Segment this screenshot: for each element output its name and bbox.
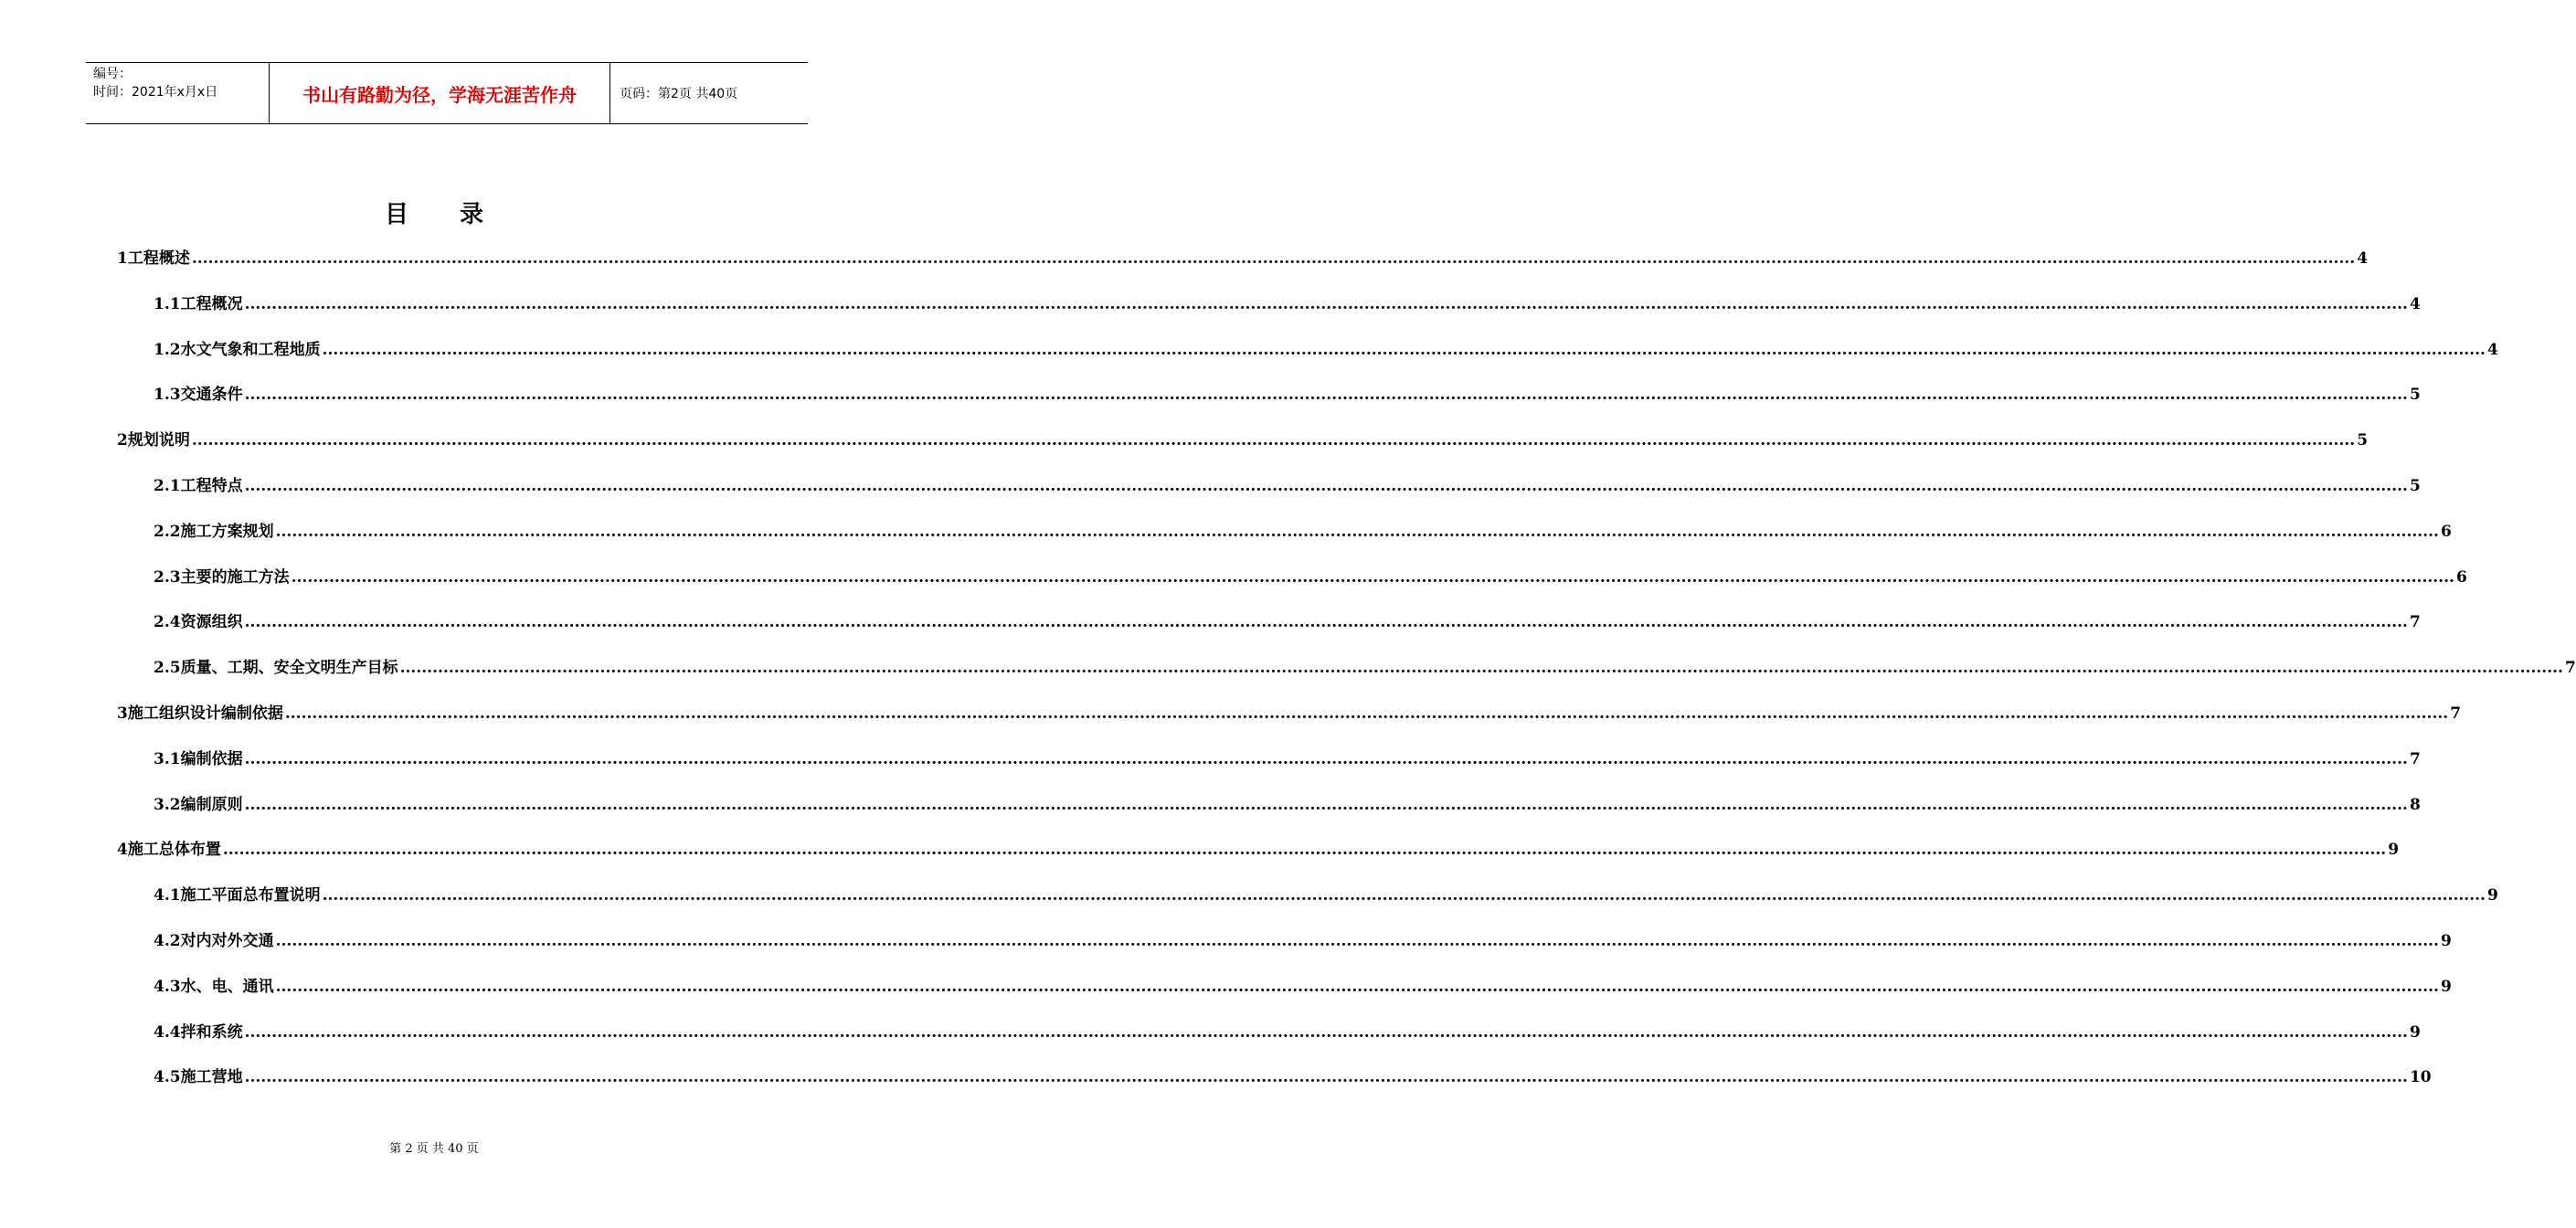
toc-entry-page: 9: [2440, 978, 2452, 996]
header-page-number: 页码：第2页 共40页: [620, 87, 738, 101]
toc-entry[interactable]: [154, 291, 2421, 318]
toc-entry[interactable]: [154, 472, 2421, 500]
toc-entry-number: 1.2: [154, 341, 181, 359]
toc-entry-title: 工程概述: [127, 249, 190, 268]
toc-entry-title: 规划说明: [127, 431, 190, 450]
toc-entry[interactable]: [154, 609, 2421, 636]
toc-entry-title: 工程特点: [180, 477, 243, 495]
toc-title: 目录: [384, 201, 535, 228]
toc-entry-number: 4.1: [154, 886, 181, 905]
toc-entry[interactable]: [117, 427, 2369, 454]
serial-label: 编号：: [93, 67, 132, 81]
toc-entry-number: 4.4: [154, 1023, 181, 1042]
toc-leader-dots: ................................................................................................................................................................................................................................................................................................................................................................................................................: [284, 704, 2449, 723]
toc-entry-title: 编制依据: [180, 750, 243, 768]
toc-entry-page: 5: [2409, 386, 2421, 404]
toc-entry-title: 施工总体布置: [127, 841, 221, 859]
toc-entry-page: 4: [2357, 249, 2369, 268]
toc-leader-dots: ................................................................................................................................................................................................................................................................................................................................................................................................................: [275, 523, 2439, 541]
toc-entry-page: 7: [2450, 704, 2462, 723]
toc-entry-page: 8: [2409, 796, 2421, 814]
toc-entry[interactable]: [154, 518, 2452, 545]
toc-leader-dots: ................................................................................................................................................................................................................................................................................................................................................................................................................: [322, 886, 2486, 905]
toc-leader-dots: ................................................................................................................................................................................................................................................................................................................................................................................................................: [244, 613, 2408, 631]
toc-entry-page: 10: [2409, 1068, 2432, 1086]
toc-leader-dots: ................................................................................................................................................................................................................................................................................................................................................................................................................: [244, 1023, 2408, 1042]
toc-entry[interactable]: [117, 245, 2369, 272]
toc-entry-page: 6: [2440, 523, 2452, 541]
toc-entry-number: 4.3: [154, 978, 181, 996]
toc-entry-page: 4: [2486, 341, 2498, 359]
toc-entry[interactable]: [117, 700, 2462, 727]
toc-entry[interactable]: [154, 564, 2467, 591]
toc-entry-number: 1: [117, 249, 128, 268]
toc-entry-number: 3.2: [154, 796, 181, 814]
toc-entry-page: 7: [2409, 613, 2421, 631]
toc-leader-dots: ................................................................................................................................................................................................................................................................................................................................................................................................................: [322, 341, 2486, 359]
toc-entry-page: 5: [2409, 477, 2421, 495]
header-meta: [86, 63, 270, 123]
toc-entry-number: 4.5: [154, 1068, 181, 1086]
toc-entry-page: 7: [2564, 659, 2576, 677]
toc-entry-page: 4: [2409, 295, 2421, 313]
toc-entry[interactable]: [154, 381, 2421, 408]
page-header: [86, 62, 808, 124]
toc-leader-dots: ................................................................................................................................................................................................................................................................................................................................................................................................................: [244, 750, 2408, 768]
toc-entry-number: 2.2: [154, 523, 181, 541]
toc-entry-number: 2.3: [154, 568, 181, 587]
toc-entry[interactable]: [154, 973, 2452, 1000]
toc-leader-dots: ................................................................................................................................................................................................................................................................................................................................................................................................................: [399, 659, 2563, 677]
toc-entry-title: 施工平面总布置说明: [180, 886, 321, 905]
toc-leader-dots: ................................................................................................................................................................................................................................................................................................................................................................................................................: [244, 295, 2408, 313]
toc-entry-page: 9: [2409, 1023, 2421, 1042]
toc-entry-page: 6: [2455, 568, 2467, 587]
toc-entry-number: 2.1: [154, 477, 181, 495]
toc-entry-page: 5: [2357, 431, 2369, 450]
header-motto: 书山有路勤为径，学海无涯苦作舟: [270, 63, 610, 123]
toc-leader-dots: ................................................................................................................................................................................................................................................................................................................................................................................................................: [275, 978, 2439, 996]
toc-entry-title: 编制原则: [180, 796, 243, 814]
toc-entry-number: 1.1: [154, 295, 181, 313]
toc-entry[interactable]: [154, 746, 2421, 773]
toc-entry[interactable]: [117, 836, 2400, 863]
toc-entry[interactable]: [154, 927, 2452, 955]
toc-entry-number: 2.4: [154, 613, 181, 631]
toc-leader-dots: ................................................................................................................................................................................................................................................................................................................................................................................................................: [191, 431, 2356, 450]
toc-entry-title: 主要的施工方法: [180, 568, 290, 587]
toc-entry-title: 拌和系统: [180, 1023, 243, 1042]
toc-entry-title: 工程概况: [180, 295, 243, 313]
page-footer: 第 2 页 共 40 页: [389, 1142, 479, 1156]
toc-leader-dots: ................................................................................................................................................................................................................................................................................................................................................................................................................: [244, 386, 2408, 404]
toc-entry-title: 对内对外交通: [180, 932, 274, 950]
toc-leader-dots: ................................................................................................................................................................................................................................................................................................................................................................................................................: [275, 932, 2439, 950]
toc-leader-dots: ................................................................................................................................................................................................................................................................................................................................................................................................................: [222, 841, 2387, 859]
toc-entry-title: 施工组织设计编制依据: [127, 704, 283, 723]
toc-entry-page: 7: [2409, 750, 2421, 768]
toc-entry[interactable]: [154, 882, 2498, 909]
time-label: 时间：2021年x月x日: [93, 85, 218, 100]
toc-entry[interactable]: [154, 791, 2421, 819]
toc-leader-dots: ................................................................................................................................................................................................................................................................................................................................................................................................................: [191, 249, 2356, 268]
toc-entry-page: 9: [2440, 932, 2452, 950]
toc-leader-dots: ................................................................................................................................................................................................................................................................................................................................................................................................................: [244, 477, 2408, 495]
toc-leader-dots: ................................................................................................................................................................................................................................................................................................................................................................................................................: [244, 796, 2408, 814]
toc-entry-number: 2: [117, 431, 128, 450]
toc-entry[interactable]: [154, 336, 2498, 364]
toc-leader-dots: ................................................................................................................................................................................................................................................................................................................................................................................................................: [291, 568, 2454, 587]
toc-entry[interactable]: [154, 1064, 2432, 1091]
toc-leader-dots: ................................................................................................................................................................................................................................................................................................................................................................................................................: [244, 1068, 2408, 1086]
toc-entry[interactable]: [154, 1019, 2421, 1046]
toc-entry-number: 4: [117, 841, 128, 859]
toc-entry[interactable]: [154, 654, 2576, 682]
toc-entry-title: 水文气象和工程地质: [180, 341, 321, 359]
toc-entry-page: 9: [2388, 841, 2400, 859]
toc-entry-title: 施工营地: [180, 1068, 243, 1086]
toc-entry-number: 3: [117, 704, 128, 723]
toc-entry-number: 1.3: [154, 386, 181, 404]
toc-entry-number: 3.1: [154, 750, 181, 768]
toc-entry-title: 施工方案规划: [180, 523, 274, 541]
toc-entry-title: 水、电、通讯: [180, 978, 274, 996]
toc-entry-title: 资源组织: [180, 613, 243, 631]
toc-entry-title: 交通条件: [180, 386, 243, 404]
toc-entry-title: 质量、工期、安全文明生产目标: [180, 659, 398, 677]
toc-entry-page: 9: [2486, 886, 2498, 905]
toc-entry-number: 2.5: [154, 659, 181, 677]
toc-entry-number: 4.2: [154, 932, 181, 950]
